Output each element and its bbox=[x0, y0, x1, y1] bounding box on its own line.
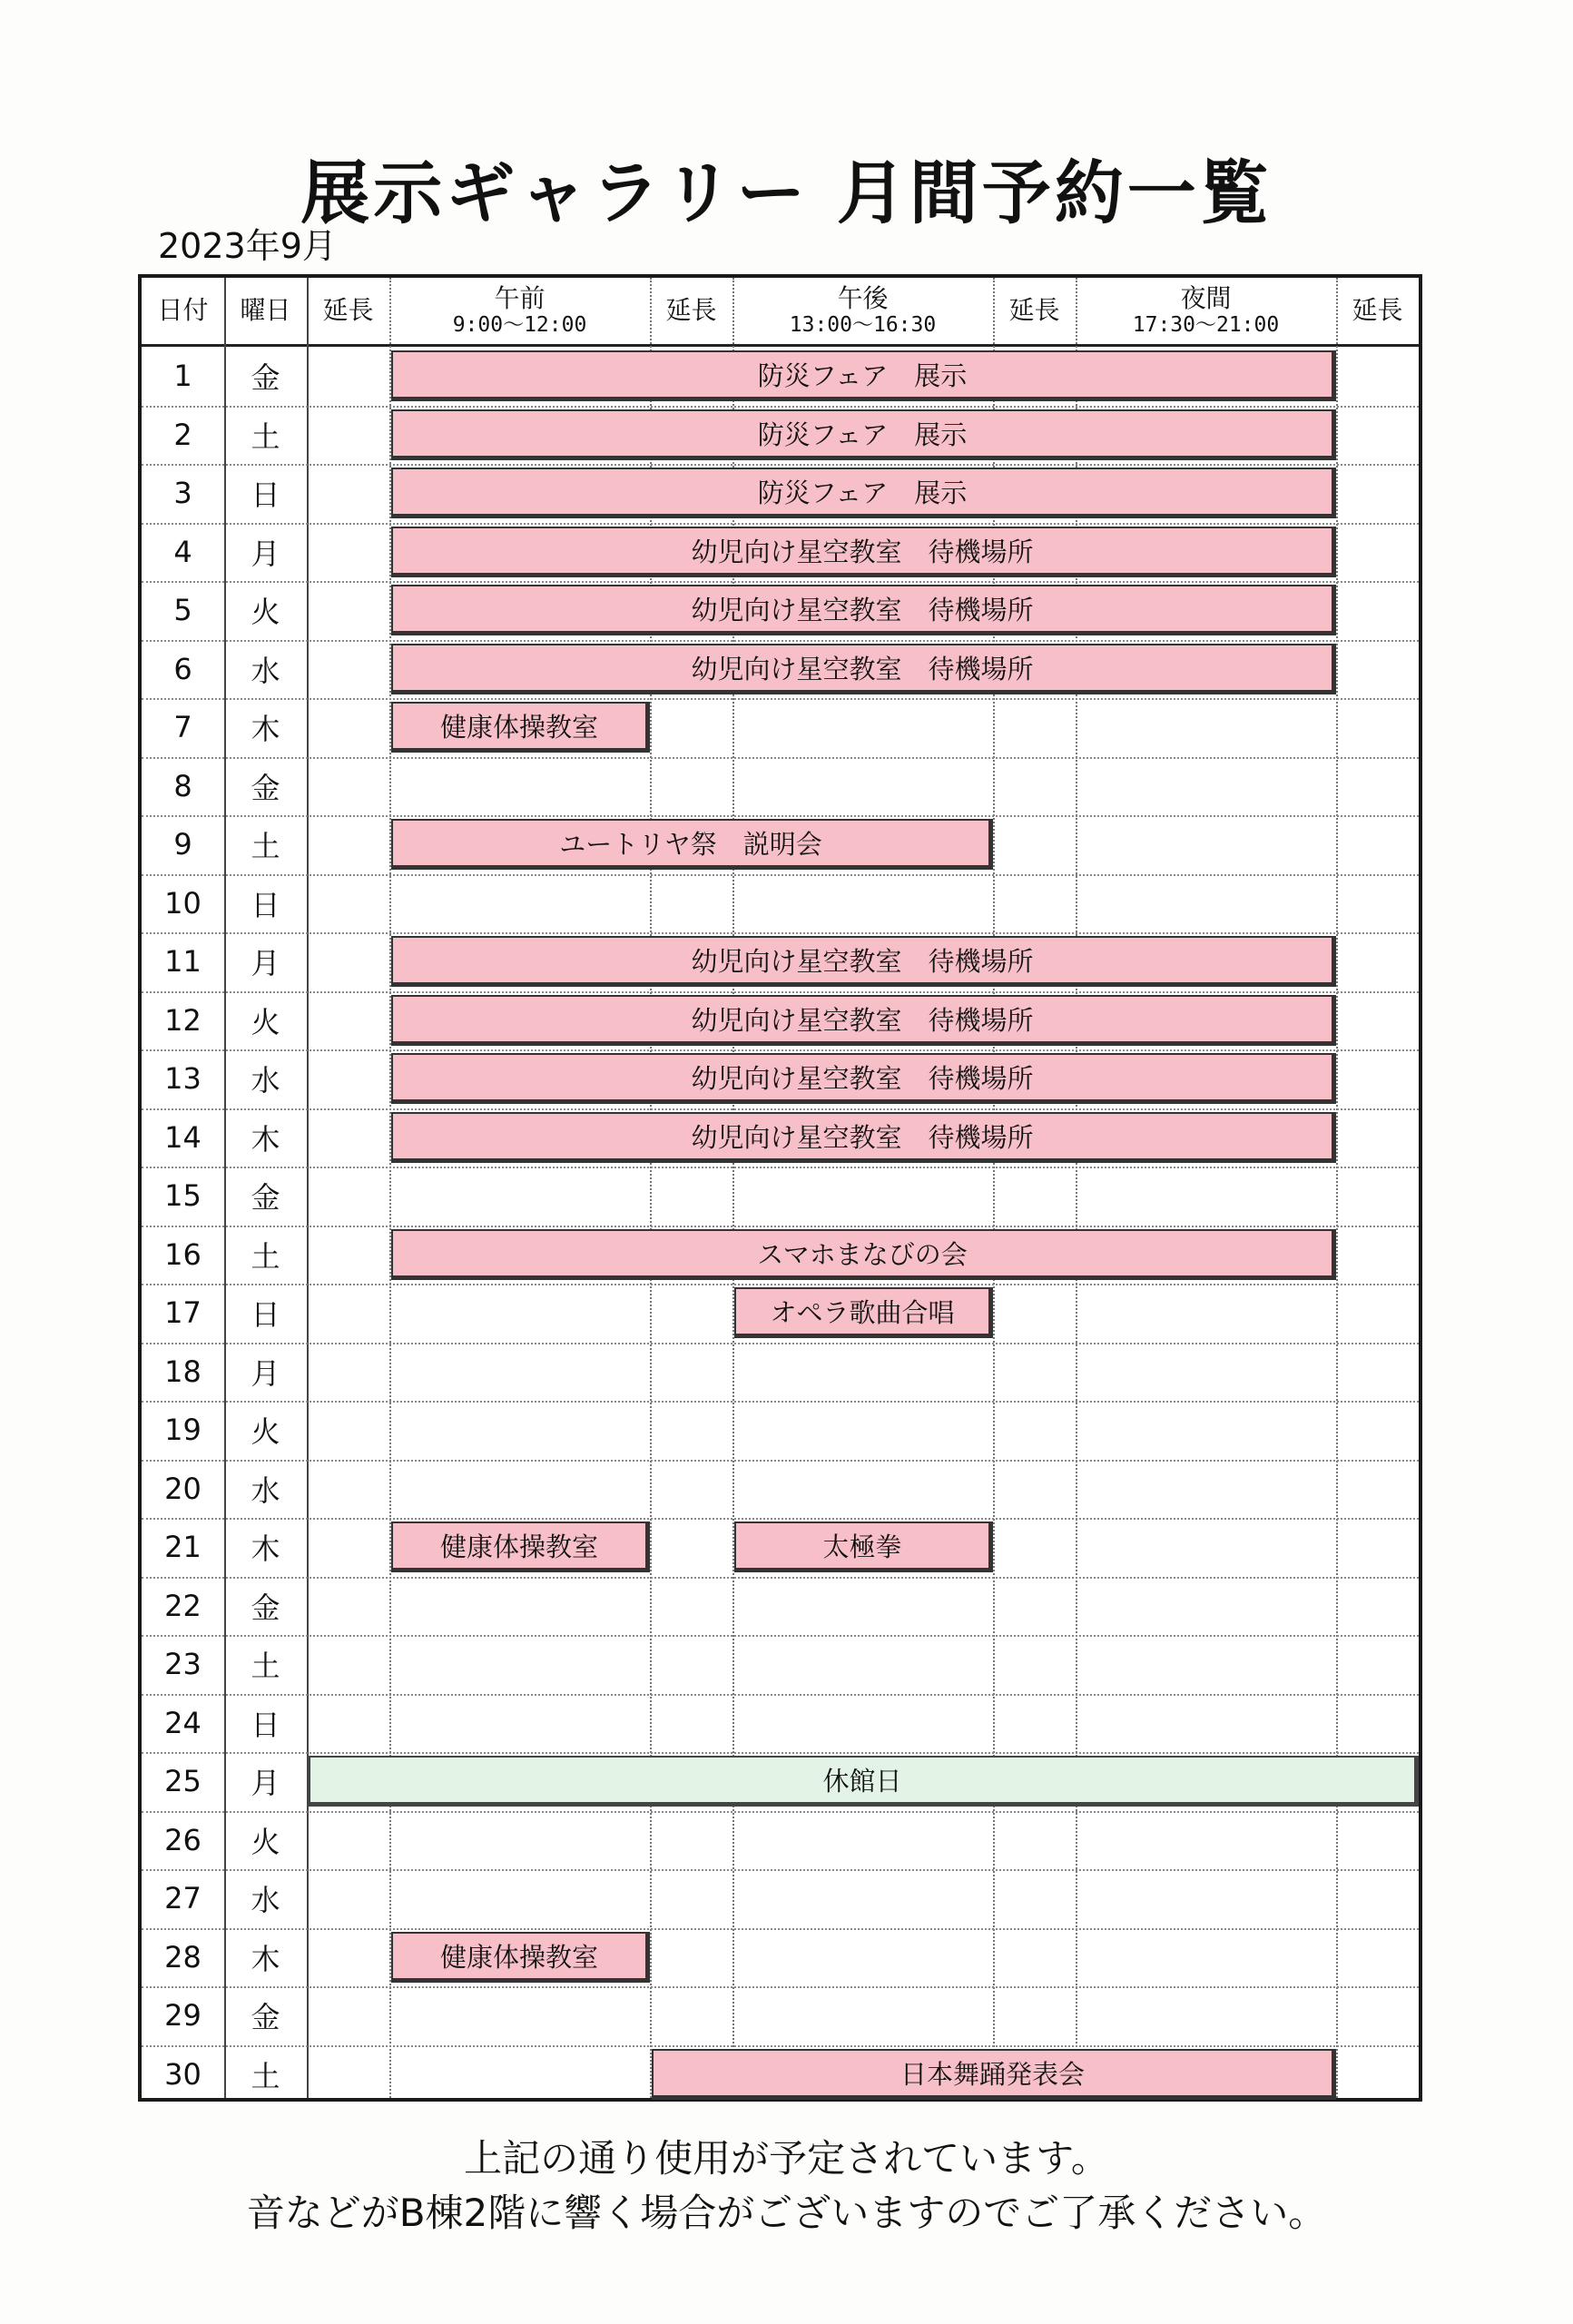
footer-note-2: 音などがB棟2階に響く場合がございますのでご了承ください。 bbox=[246, 2191, 1327, 2235]
weekday-cell: 木 bbox=[251, 1121, 280, 1157]
header-evening-label: 夜間 bbox=[1180, 283, 1232, 314]
date-cell: 30 bbox=[164, 2056, 202, 2092]
date-cell: 2 bbox=[173, 417, 192, 452]
footer-note-1: 上記の通り使用が予定されています。 bbox=[464, 2136, 1109, 2181]
reservation-block: 防災フェア 展示 bbox=[391, 350, 1336, 401]
date-cell: 5 bbox=[173, 593, 192, 628]
date-cell: 6 bbox=[173, 651, 192, 686]
reservation-block: 太極拳 bbox=[734, 1521, 993, 1572]
reservation-block: ユートリヤ祭 説明会 bbox=[391, 819, 993, 870]
weekday-cell: 土 bbox=[251, 1649, 280, 1684]
weekday-cell: 日 bbox=[251, 1297, 280, 1333]
date-cell: 1 bbox=[173, 359, 192, 394]
date-cell: 16 bbox=[164, 1236, 202, 1272]
row-divider bbox=[142, 1811, 1419, 1813]
header-afternoon-label: 午後 bbox=[837, 283, 889, 314]
weekday-cell: 火 bbox=[251, 1824, 280, 1859]
table-header bbox=[142, 278, 1419, 347]
row-divider bbox=[142, 2045, 1419, 2047]
header-evening bbox=[1076, 278, 1336, 344]
weekday-cell: 日 bbox=[251, 887, 280, 922]
date-cell: 3 bbox=[173, 476, 192, 511]
date-cell: 29 bbox=[164, 1998, 202, 2034]
date-cell: 15 bbox=[164, 1178, 202, 1214]
weekday-cell: 水 bbox=[251, 1063, 280, 1098]
header-evening-time: 17:30～21:00 bbox=[1132, 313, 1280, 338]
weekday-cell: 木 bbox=[251, 1531, 280, 1567]
reservation-block: 防災フェア 展示 bbox=[391, 409, 1336, 460]
row-divider bbox=[142, 932, 1419, 934]
date-cell: 23 bbox=[164, 1647, 202, 1682]
date-cell: 22 bbox=[164, 1588, 202, 1623]
row-divider bbox=[142, 523, 1419, 525]
row-divider bbox=[142, 1049, 1419, 1051]
row-divider bbox=[142, 1577, 1419, 1579]
date-cell: 9 bbox=[173, 827, 192, 862]
row-divider bbox=[142, 1460, 1419, 1462]
row-divider bbox=[142, 1226, 1419, 1227]
header-weekday: 曜日 bbox=[240, 295, 291, 326]
reservation-block: 幼児向け星空教室 待機場所 bbox=[391, 527, 1336, 577]
date-cell: 11 bbox=[164, 944, 202, 980]
date-cell: 24 bbox=[164, 1705, 202, 1740]
row-divider bbox=[142, 1928, 1419, 1930]
row-divider bbox=[142, 1635, 1419, 1637]
row-divider bbox=[142, 757, 1419, 759]
reservation-block: 幼児向け星空教室 待機場所 bbox=[391, 1112, 1336, 1163]
row-divider bbox=[142, 1343, 1419, 1344]
header-morning bbox=[389, 278, 650, 344]
reservation-block: 幼児向け星空教室 待機場所 bbox=[391, 1053, 1336, 1104]
weekday-cell: 土 bbox=[251, 1238, 280, 1274]
weekday-cell: 金 bbox=[251, 1590, 280, 1625]
row-divider bbox=[142, 1167, 1419, 1168]
reservation-block: 健康体操教室 bbox=[391, 1521, 650, 1572]
row-divider bbox=[142, 815, 1419, 817]
weekday-cell: 土 bbox=[251, 829, 280, 864]
weekday-cell: 月 bbox=[251, 1766, 280, 1801]
row-divider bbox=[142, 464, 1419, 466]
weekday-cell: 月 bbox=[251, 1355, 280, 1391]
weekday-cell: 木 bbox=[251, 1941, 280, 1976]
weekday-cell: 火 bbox=[251, 1414, 280, 1450]
column-divider bbox=[1336, 278, 1338, 2098]
weekday-cell: 木 bbox=[251, 712, 280, 747]
header-extension-3: 延長 bbox=[1008, 295, 1060, 326]
row-divider bbox=[142, 1869, 1419, 1871]
header-extension-4: 延長 bbox=[1352, 295, 1403, 326]
date-cell: 19 bbox=[164, 1413, 202, 1448]
weekday-cell: 日 bbox=[251, 1707, 280, 1742]
date-cell: 17 bbox=[164, 1295, 202, 1331]
row-divider bbox=[142, 874, 1419, 876]
reservation-block: 健康体操教室 bbox=[391, 1932, 650, 1983]
weekday-cell: 火 bbox=[251, 1004, 280, 1039]
reservation-block: スマホまなびの会 bbox=[391, 1229, 1336, 1280]
row-divider bbox=[142, 991, 1419, 993]
date-cell: 27 bbox=[164, 1881, 202, 1916]
weekday-cell: 水 bbox=[251, 653, 280, 688]
header-date: 日付 bbox=[157, 295, 209, 326]
weekday-cell: 火 bbox=[251, 595, 280, 630]
date-cell: 13 bbox=[164, 1061, 202, 1097]
row-divider bbox=[142, 1986, 1419, 1988]
weekday-cell: 日 bbox=[251, 478, 280, 513]
weekday-cell: 水 bbox=[251, 1472, 280, 1508]
row-divider bbox=[142, 581, 1419, 583]
header-afternoon-time: 13:00～16:30 bbox=[789, 313, 937, 338]
date-cell: 20 bbox=[164, 1471, 202, 1506]
date-cell: 25 bbox=[164, 1764, 202, 1799]
row-divider bbox=[142, 406, 1419, 408]
date-cell: 12 bbox=[164, 1002, 202, 1038]
weekday-cell: 金 bbox=[251, 360, 280, 396]
header-morning-time: 9:00～12:00 bbox=[452, 313, 587, 338]
reservation-block: 幼児向け星空教室 待機場所 bbox=[391, 995, 1336, 1046]
date-cell: 8 bbox=[173, 768, 192, 803]
date-cell: 28 bbox=[164, 1939, 202, 1974]
date-cell: 14 bbox=[164, 1119, 202, 1155]
weekday-cell: 金 bbox=[251, 770, 280, 805]
header-extension-2: 延長 bbox=[665, 295, 717, 326]
reservation-block: 日本舞踊発表会 bbox=[652, 2049, 1336, 2100]
reservation-block: 幼児向け星空教室 待機場所 bbox=[391, 936, 1336, 987]
reservation-block: 健康体操教室 bbox=[391, 702, 650, 753]
weekday-cell: 月 bbox=[251, 946, 280, 981]
date-cell: 21 bbox=[164, 1530, 202, 1565]
header-morning-label: 午前 bbox=[494, 283, 546, 314]
weekday-cell: 月 bbox=[251, 536, 280, 571]
reservation-block: 幼児向け星空教室 待機場所 bbox=[391, 644, 1336, 694]
column-divider bbox=[307, 278, 309, 2098]
reservation-block: オペラ歌曲合唱 bbox=[734, 1287, 993, 1338]
weekday-cell: 土 bbox=[251, 2058, 280, 2093]
row-divider bbox=[142, 1518, 1419, 1520]
date-cell: 10 bbox=[164, 885, 202, 921]
header-afternoon bbox=[732, 278, 993, 344]
date-cell: 18 bbox=[164, 1354, 202, 1389]
row-divider bbox=[142, 1401, 1419, 1403]
row-divider bbox=[142, 1284, 1419, 1285]
weekday-cell: 土 bbox=[251, 419, 280, 454]
weekday-cell: 水 bbox=[251, 1883, 280, 1918]
page-title: 展示ギャラリー 月間予約一覧 bbox=[300, 153, 1273, 233]
weekday-cell: 金 bbox=[251, 1180, 280, 1216]
date-cell: 7 bbox=[173, 710, 192, 745]
date-cell: 26 bbox=[164, 1822, 202, 1857]
row-divider bbox=[142, 1694, 1419, 1696]
date-cell: 4 bbox=[173, 534, 192, 569]
schedule-table bbox=[138, 274, 1422, 2102]
reservation-block: 防災フェア 展示 bbox=[391, 468, 1336, 518]
weekday-cell: 金 bbox=[251, 2000, 280, 2035]
row-divider bbox=[142, 698, 1419, 700]
reservation-block: 幼児向け星空教室 待機場所 bbox=[391, 585, 1336, 635]
row-divider bbox=[142, 1752, 1419, 1754]
header-extension-1: 延長 bbox=[322, 295, 374, 326]
closed-day-block: 休館日 bbox=[309, 1756, 1419, 1807]
row-divider bbox=[142, 640, 1419, 642]
month-label: 2023年9月 bbox=[158, 226, 337, 266]
row-divider bbox=[142, 1108, 1419, 1110]
